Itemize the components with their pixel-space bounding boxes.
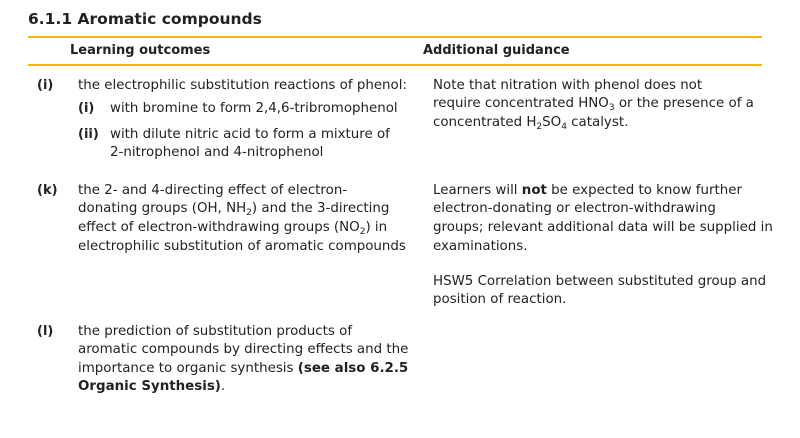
item-l-line3: importance to organic synthesis (see also 6.2.5 [78, 361, 409, 376]
item-k-hsw-line1: HSW5 Correlation between substituted group and [433, 274, 767, 289]
item-k-guidance-line1: Learners will not be expected to know further [433, 183, 742, 198]
item-i-sub-ii-label: (ii) [78, 127, 99, 142]
item-k-guidance-line4: examinations. [433, 239, 528, 254]
item-k-line1: the 2- and 4-directing effect of electron- [78, 183, 348, 198]
item-i-guidance-line3: concentrated $H_2SO_4$ catalyst. [433, 115, 629, 132]
item-i-sub-ii-line1: with dilute nitric acid to form a mixture of [110, 127, 390, 142]
item-k-hsw-line2: position of reaction. [433, 292, 567, 307]
learning-outcomes-header: Learning outcomes [70, 43, 211, 58]
item-i-sub-ii-line2: 2-nitrophenol and 4-nitrophenol [110, 145, 324, 160]
item-k-guidance-line2: electron-donating or electron-withdrawing [433, 201, 716, 216]
section-title: 6.1.1 Aromatic compounds [28, 10, 262, 28]
header-rule [28, 64, 762, 66]
item-k-label: (k) [37, 183, 58, 198]
item-l-line4: Organic Synthesis). [78, 379, 226, 394]
item-i-sub-i-text: with bromine to form 2,4,6-tribromophenol [110, 101, 398, 116]
item-i-guidance-line1: Note that nitration with phenol does not [433, 78, 703, 93]
additional-guidance-header: Additional guidance [423, 43, 570, 58]
item-l-line2: aromatic compounds by directing effects and the [78, 342, 409, 357]
item-l-line1: the prediction of substitution products of [78, 324, 353, 339]
item-i-sub-i-label: (i) [78, 101, 95, 116]
item-k-line3: effect of electron-withdrawing groups $(NO_2)$ in [78, 220, 388, 237]
top-rule [28, 36, 762, 38]
item-k-line2: donating groups (OH, $NH_2$) and the 3-directing [78, 201, 390, 218]
item-i-text: the electrophilic substitution reactions of phenol: [78, 78, 407, 93]
item-i-label: (i) [37, 78, 54, 93]
item-k-line4: electrophilic substitution of aromatic compounds [78, 239, 406, 254]
item-k-guidance-line3: groups; relevant additional data will be supplied in [433, 220, 773, 235]
item-l-label: (l) [37, 324, 54, 339]
item-i-guidance-line2: require concentrated $HNO_3$ or the presence of a [433, 96, 754, 113]
